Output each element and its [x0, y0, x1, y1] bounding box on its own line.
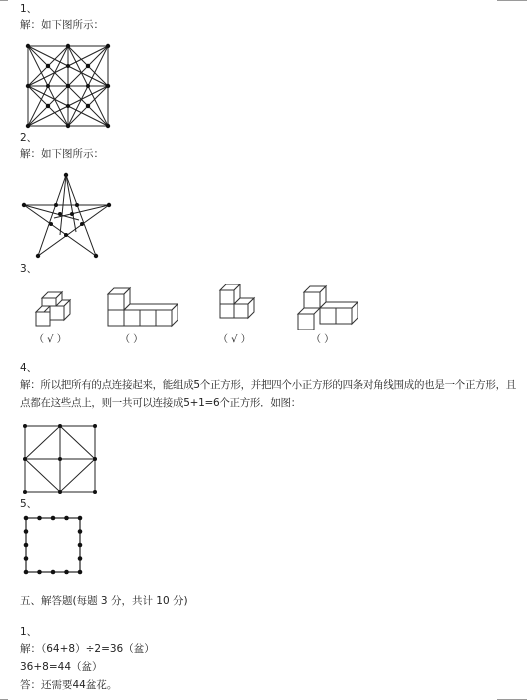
problem-5-dot-square	[22, 514, 84, 576]
problem-3-mark-a: （ √ ）	[34, 334, 67, 345]
problem-3-cubes-b	[106, 286, 178, 328]
problem-3-mark-d: （ ）	[311, 334, 335, 345]
problem-4-number: 4、	[20, 362, 38, 374]
problem-3-mark-c: （ √ ）	[218, 334, 251, 345]
answer-1-line-2: 36+8=44（盆）	[20, 661, 103, 673]
problem-5-number: 5、	[20, 498, 38, 510]
problem-2-star-figure	[18, 170, 118, 262]
answer-1-line-3: 答：还需要44盆花。	[20, 679, 118, 691]
problem-3-cubes-a	[34, 290, 74, 332]
problem-1-number: 1、	[20, 3, 38, 15]
section-title: 五、解答题(每题 3 分，共计 10 分)	[20, 595, 188, 607]
problem-4-solution-line-2: 点都在这些点上，则一共可以连接成5+1=6个正方形．如图：	[20, 397, 301, 409]
problem-1-star-figure	[18, 36, 118, 132]
header-rule-right	[497, 0, 527, 1]
problem-1-solution: 解：如下图所示：	[20, 19, 104, 31]
problem-3-cubes-c	[218, 284, 258, 326]
header-rule-left	[0, 0, 8, 1]
problem-4-square-figure	[22, 423, 98, 495]
answer-1-line-1: 解：（64+8）÷2=36（盆）	[20, 643, 155, 655]
problem-2-solution: 解：如下图所示：	[20, 148, 104, 160]
problem-3-mark-b: （ ）	[120, 334, 144, 345]
problem-4-solution-line-1: 解：所以把所有的点连接起来，能组成5个正方形，并把四个小正方形的四条对角线围成的也是一个正方形，且	[20, 379, 516, 391]
problem-3-number: 3、	[20, 263, 38, 275]
problem-2-number: 2、	[20, 132, 38, 144]
answer-1-number: 1、	[20, 626, 38, 638]
problem-3-cubes-d	[296, 284, 358, 330]
